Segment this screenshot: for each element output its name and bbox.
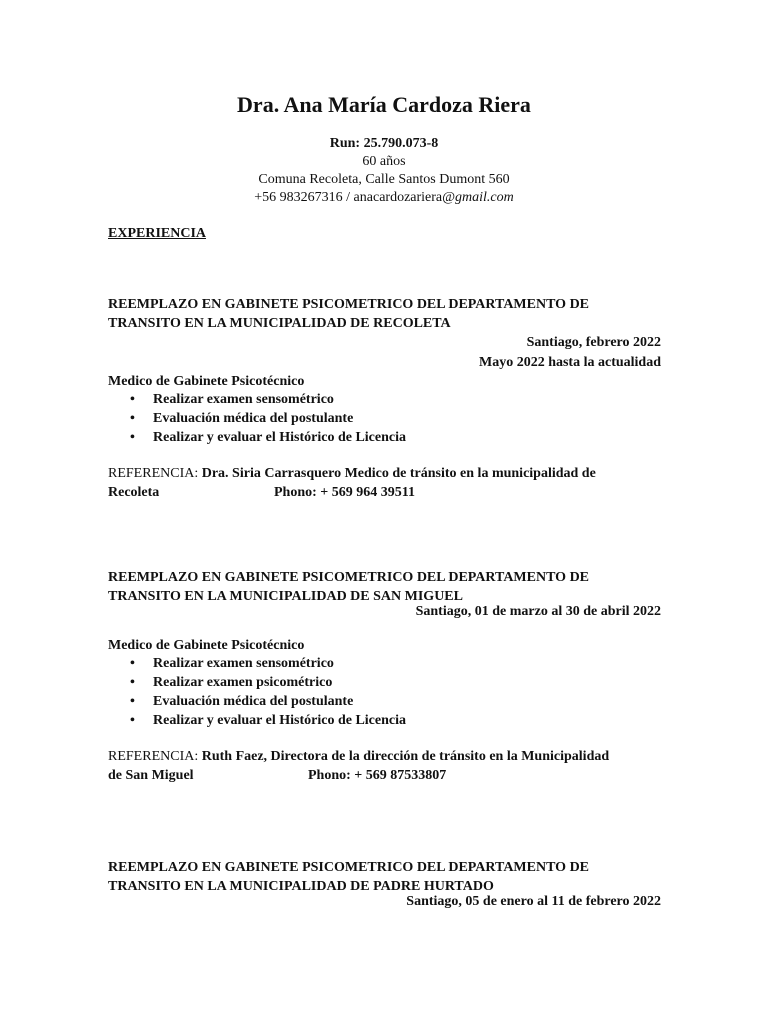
job-date-line2: Mayo 2022 hasta la actualidad <box>478 355 661 370</box>
contact-line <box>0 190 768 206</box>
job-title-line2: TRANSITO EN LA MUNICIPALIDAD DE SAN MIGUEL <box>108 589 463 604</box>
reference-text: Dra. Siria Carrasquero Medico de tránsito en la municipalidad de <box>198 466 596 481</box>
section-title-experiencia: EXPERIENCIA <box>108 226 207 241</box>
task-list <box>108 654 661 730</box>
email-domain: @gmail.com <box>442 190 514 205</box>
list-item: • Evaluación médica del postulante <box>108 692 661 711</box>
job-role: Medico de Gabinete Psicotécnico <box>108 374 305 389</box>
list-item: • Evaluación médica del postulante <box>108 409 661 428</box>
job-entry-san-miguel <box>108 568 661 785</box>
reference <box>108 747 661 785</box>
job-role: Medico de Gabinete Psicotécnico <box>108 638 305 653</box>
reference-text: Ruth Faez, Directora de la dirección de tránsito en la Municipalidad <box>198 749 610 764</box>
job-entry-recoleta <box>108 295 661 502</box>
list-item: • Realizar y evaluar el Histórico de Licencia <box>108 428 661 447</box>
list-item: • Realizar examen sensométrico <box>108 390 661 409</box>
reference-label: REFERENCIA: <box>108 466 199 481</box>
reference-phone: Phono: + 569 87533807 <box>308 768 447 783</box>
age: 60 años <box>362 154 406 169</box>
job-title-line2: TRANSITO EN LA MUNICIPALIDAD DE RECOLETA <box>108 316 451 331</box>
job-title-line1: REEMPLAZO EN GABINETE PSICOMETRICO DEL DEPARTAMENTO DE <box>108 570 590 585</box>
reference-phone: Phono: + 569 964 39511 <box>274 485 415 500</box>
job-title-line2: TRANSITO EN LA MUNICIPALIDAD DE PADRE HURTADO <box>108 879 494 894</box>
address: Comuna Recoleta, Calle Santos Dumont 560 <box>258 172 510 187</box>
job-date-line1: Santiago, 05 de enero al 11 de febrero 2022 <box>406 894 661 909</box>
list-item: • Realizar examen sensométrico <box>108 654 661 673</box>
run-id: Run: 25.790.073-8 <box>329 136 439 151</box>
job-date-line1: Santiago, febrero 2022 <box>526 335 661 350</box>
job-entry-padre-hurtado <box>108 858 661 912</box>
job-date-line1: Santiago, 01 de marzo al 30 de abril 2022 <box>415 604 661 619</box>
reference-label: REFERENCIA: <box>108 749 199 764</box>
reference-place: Recoleta <box>108 485 160 500</box>
phone-and-user: +56 983267316 / anacardozariera <box>254 190 443 205</box>
reference-place: de San Miguel <box>108 768 194 783</box>
job-title-line1: REEMPLAZO EN GABINETE PSICOMETRICO DEL DEPARTAMENTO DE <box>108 297 590 312</box>
job-title-line1: REEMPLAZO EN GABINETE PSICOMETRICO DEL DEPARTAMENTO DE <box>108 860 590 875</box>
task-list <box>108 390 661 447</box>
list-item: • Realizar y evaluar el Histórico de Licencia <box>108 711 661 730</box>
candidate-name: Dra. Ana María Cardoza Riera <box>237 92 531 117</box>
list-item: • Realizar examen psicométrico <box>108 673 661 692</box>
reference <box>108 464 661 502</box>
